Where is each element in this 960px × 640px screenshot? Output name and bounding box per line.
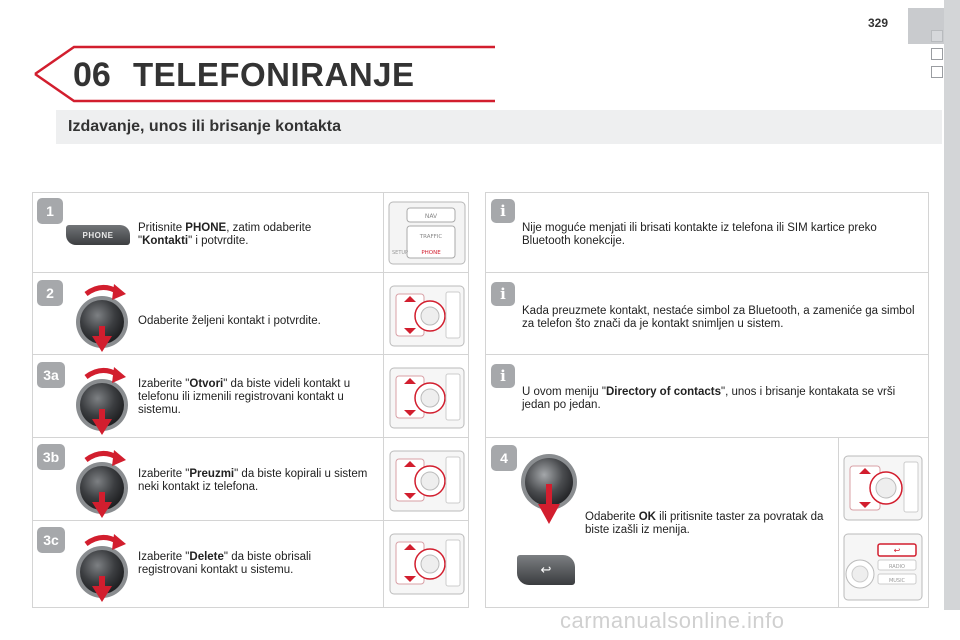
row-divider <box>485 437 929 438</box>
row-divider <box>32 272 469 273</box>
head-unit-phone-illustration <box>387 196 467 268</box>
head-unit-knob-illustration <box>388 530 466 598</box>
panel-divider <box>838 437 839 608</box>
svg-text:MUSIC: MUSIC <box>888 578 906 584</box>
step-1-text: Pritisnite PHONE, zatim odaberite "Kontakti" i potvrdite. <box>138 222 312 247</box>
row-divider <box>32 354 469 355</box>
step-badge-3b: 3b <box>37 444 65 470</box>
info-1-text: Nije moguće menjati ili brisati kontakte iz telefona ili SIM kartice preko Bluetooth konekcije. <box>522 222 877 247</box>
page-number: 329 <box>868 16 889 30</box>
step-badge-4: 4 <box>491 445 517 471</box>
info-icon: i <box>491 364 515 388</box>
back-button[interactable]: ↩ <box>517 555 575 585</box>
step-badge-2: 2 <box>37 280 63 306</box>
info-icon: i <box>491 282 515 306</box>
head-unit-back-illustration <box>842 530 924 604</box>
svg-text:TRAFFIC: TRAFFIC <box>419 234 443 240</box>
head-unit-knob-illustration <box>388 364 466 432</box>
side-bar <box>944 0 960 610</box>
section-title: Izdavanje, unos ili brisanje kontakta <box>68 118 341 135</box>
info-icon: i <box>491 199 515 223</box>
step-3c-text: Izaberite "Delete" da biste obrisali registrovani kontakt u sistemu. <box>138 551 312 576</box>
step-badge-3a: 3a <box>37 362 65 388</box>
head-unit-knob-illustration <box>388 282 466 350</box>
step-2-text: Odaberite željeni kontakt i potvrdite. <box>138 315 321 327</box>
knob-push-icon <box>68 446 134 518</box>
knob-push-icon <box>68 530 134 602</box>
svg-text:RADIO: RADIO <box>889 564 905 570</box>
panel-divider <box>383 192 384 608</box>
row-divider <box>485 272 929 273</box>
step-3b-text: Izaberite "Preuzmi" da biste kopirali u sistem neki kontakt iz telefona. <box>138 468 368 493</box>
step-3a-text: Izaberite "Otvori" da biste videli kontakt u telefonu ili izmenili registrovani kontakt u sistemu. <box>138 378 351 416</box>
row-divider <box>32 437 469 438</box>
step-badge-1: 1 <box>37 198 63 224</box>
tab-marker <box>931 48 943 60</box>
row-divider <box>485 354 929 355</box>
head-unit-knob-illustration <box>842 452 924 524</box>
chapter-title: TELEFONIRANJE <box>133 56 415 93</box>
chapter-number: 06 <box>73 56 111 94</box>
knob-push-icon <box>516 450 582 526</box>
svg-text:↩: ↩ <box>893 546 901 555</box>
info-3-text: U ovom meniju "Directory of contacts", unos i brisanje kontakata se vrši jedan po jedan. <box>522 386 896 411</box>
step-4-text: Odaberite OK ili pritisnite taster za povratak da biste izašli iz menija. <box>585 511 824 536</box>
knob-push-icon <box>68 280 134 352</box>
head-unit-knob-illustration <box>388 447 466 515</box>
svg-text:PHONE: PHONE <box>421 250 441 256</box>
watermark: carmanualsonline.info <box>560 608 785 633</box>
tab-marker <box>931 66 943 78</box>
info-2-text: Kada preuzmete kontakt, nestaće simbol za Bluetooth, a zameniće ga simbol za telefon što znači da je kontakt snimljen u sistem. <box>522 305 915 330</box>
row-divider <box>32 520 469 521</box>
tab-marker <box>931 30 943 42</box>
knob-push-icon <box>68 363 134 435</box>
svg-text:SETUP: SETUP <box>392 250 409 256</box>
phone-button[interactable]: PHONE <box>66 225 130 245</box>
step-badge-3c: 3c <box>37 527 65 553</box>
svg-text:NAV: NAV <box>424 213 438 220</box>
